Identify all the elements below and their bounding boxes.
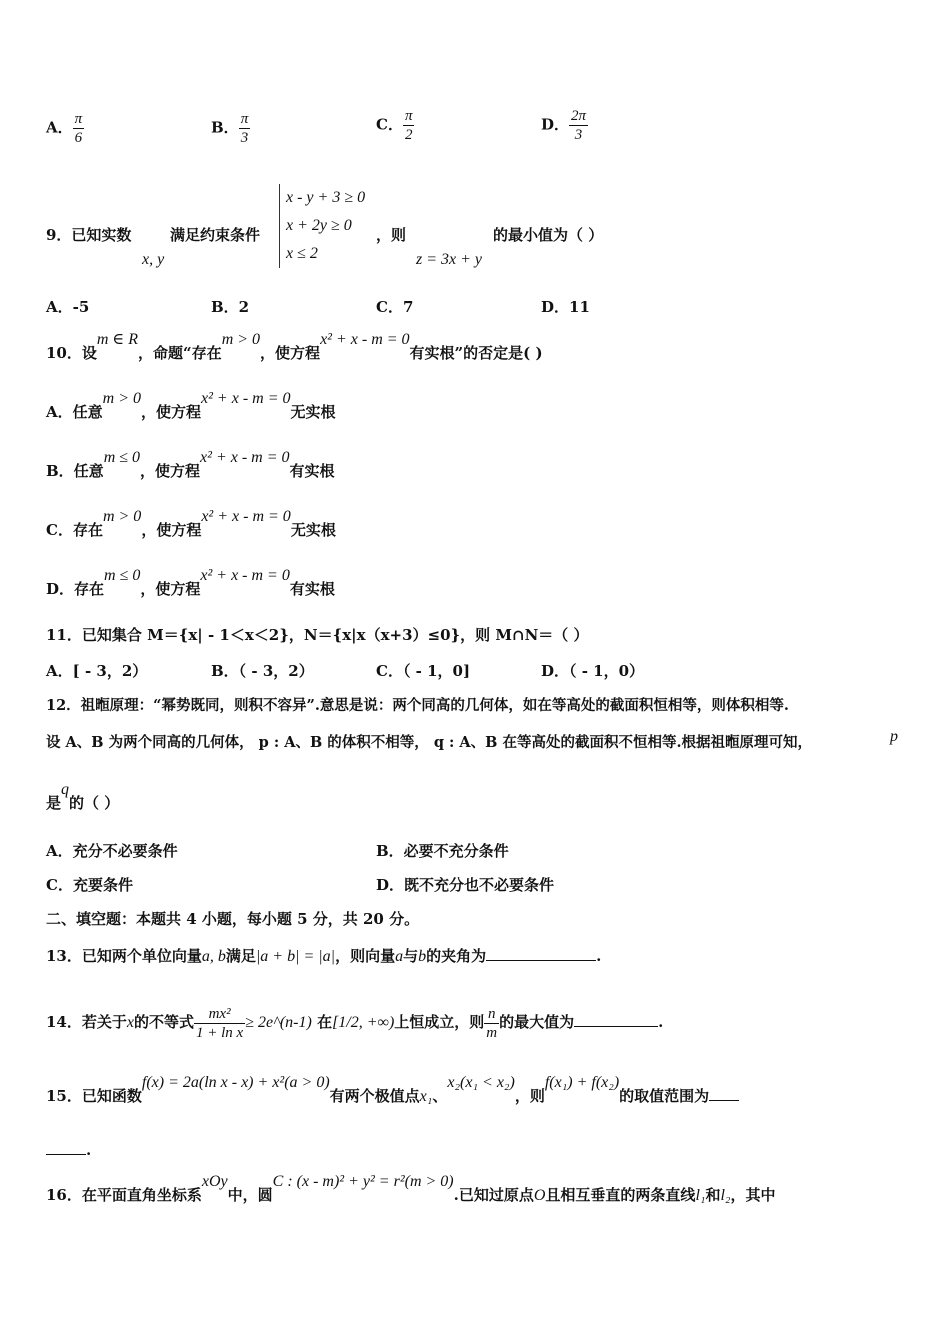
q11-question: 11．已知集合 M＝{x| - 1＜x＜2}，N＝{x|x（x+3）≤0}，则 M∩N＝（ ） [46, 626, 589, 644]
q16-question: 16．在平面直角坐标系xOy中，圆C : (x - m)² + y² = r²(m > 0).已知过原点O且相互垂直的两条直线l₁和l₂，其中 [46, 1173, 776, 1204]
q11-option-b: B．（ - 3，2） [211, 662, 314, 680]
section-heading: 二、填空题：本题共 4 小题，每小题 5 分，共 20 分。 [46, 910, 420, 928]
q13-question: 13．已知两个单位向量a, b满足|a + b| = |a|，则向量a与b的夹角为 . [46, 947, 602, 965]
q9-then: ，则 [376, 226, 407, 244]
q14-question: 14．若关于x的不等式 $\frac{\text{mx²}}{\text{1 + ln x}}$ ≥ 2e^(n-1) 在[1/2, +∞)上恒成立，则 $\frac{n}{m}$ 的最大值为 . [46, 1005, 664, 1041]
q12-option-b: B．必要不充分条件 [376, 842, 509, 860]
q12-line-3: 是q的（ ） [46, 781, 120, 812]
q9-option-c: C．7 [376, 298, 414, 316]
q12-line-1: 12．祖暅原理：“幂势既同，则积不容异”.意思是说：两个同高的几何体，如在等高处的截面积恒相等，则体积相等. [46, 697, 789, 714]
q15-question: 15．已知函数f(x) = 2a(ln x - x) + x²(a > 0)有两个极值点x₁、x₂(x₁ < x₂)，则f(x₁) + f(x₂)的取值范围为 [46, 1085, 739, 1106]
q12-option-a: A．充分不必要条件 [46, 842, 178, 860]
q8-option-b: B． $\frac{\pi}{3}$ [211, 111, 249, 146]
q10-question: 10．设m ∈ R，命题“存在m > 0，使方程x² + x - m = 0有实根”的否定是( ) [46, 331, 543, 362]
q8-option-c: C． $\frac{\pi}{2}$ [376, 108, 413, 143]
q9-tail: 的最小值为（ ） [493, 226, 604, 244]
fraction: $\frac{\text{mx²}}{\text{1 + ln x}}$ [196, 1005, 244, 1041]
fraction: $\frac{\pi}{6}$ [74, 111, 83, 146]
q9-mid: 满足约束条件 [170, 226, 261, 244]
q8-option-a: A． $\frac{\pi}{6}$ [46, 111, 83, 146]
answer-blank[interactable] [486, 946, 596, 961]
answer-blank[interactable] [709, 1086, 739, 1101]
q11-option-c: C．（ - 1，0] [376, 662, 471, 680]
q10-option-d: D．存在m ≤ 0，使方程x² + x - m = 0有实根 [46, 567, 335, 598]
fraction: $\frac{2\pi}{3}$ [571, 108, 587, 143]
fraction: $\frac{n}{m}$ [486, 1005, 498, 1041]
q9-option-a: A．-5 [46, 298, 90, 316]
fraction: $\frac{\pi}{2}$ [404, 108, 413, 143]
q8-option-d: D． $\frac{2\pi}{3}$ [541, 108, 587, 143]
q12-option-c: C．充要条件 [46, 876, 133, 894]
answer-blank[interactable] [574, 1012, 658, 1027]
q10-option-c: C．存在m > 0，使方程x² + x - m = 0无实根 [46, 508, 336, 539]
q11-option-d: D．（ - 1，0） [541, 662, 645, 680]
q9-option-b: B．2 [211, 298, 250, 316]
q9-objective: z = 3x + y [416, 251, 483, 268]
fraction: $\frac{\pi}{3}$ [240, 111, 249, 146]
q12-p-symbol: p [890, 728, 898, 745]
q9-constraint-system: x - y + 3 ≥ 0 x + 2y ≥ 0 x ≤ 2 [279, 184, 365, 268]
q9-text: 9．已知实数 [46, 226, 132, 244]
q9-vars: x, y [142, 251, 165, 268]
q12-option-d: D．既不充分也不必要条件 [376, 876, 555, 894]
answer-blank[interactable] [46, 1140, 86, 1155]
q10-option-b: B．任意m ≤ 0，使方程x² + x - m = 0有实根 [46, 449, 335, 480]
q9-option-d: D．11 [541, 298, 590, 316]
q10-option-a: A．任意m > 0，使方程x² + x - m = 0无实根 [46, 390, 336, 421]
q11-option-a: A．[ - 3，2） [46, 662, 148, 680]
q15-blank-continued: . [46, 1140, 91, 1159]
q12-line-2: 设 A、B 为两个同高的几何体， p : A、B 的体积不相等， q : A、B 在等高处的截面积不恒相等.根据祖暅原理可知， [46, 734, 813, 751]
